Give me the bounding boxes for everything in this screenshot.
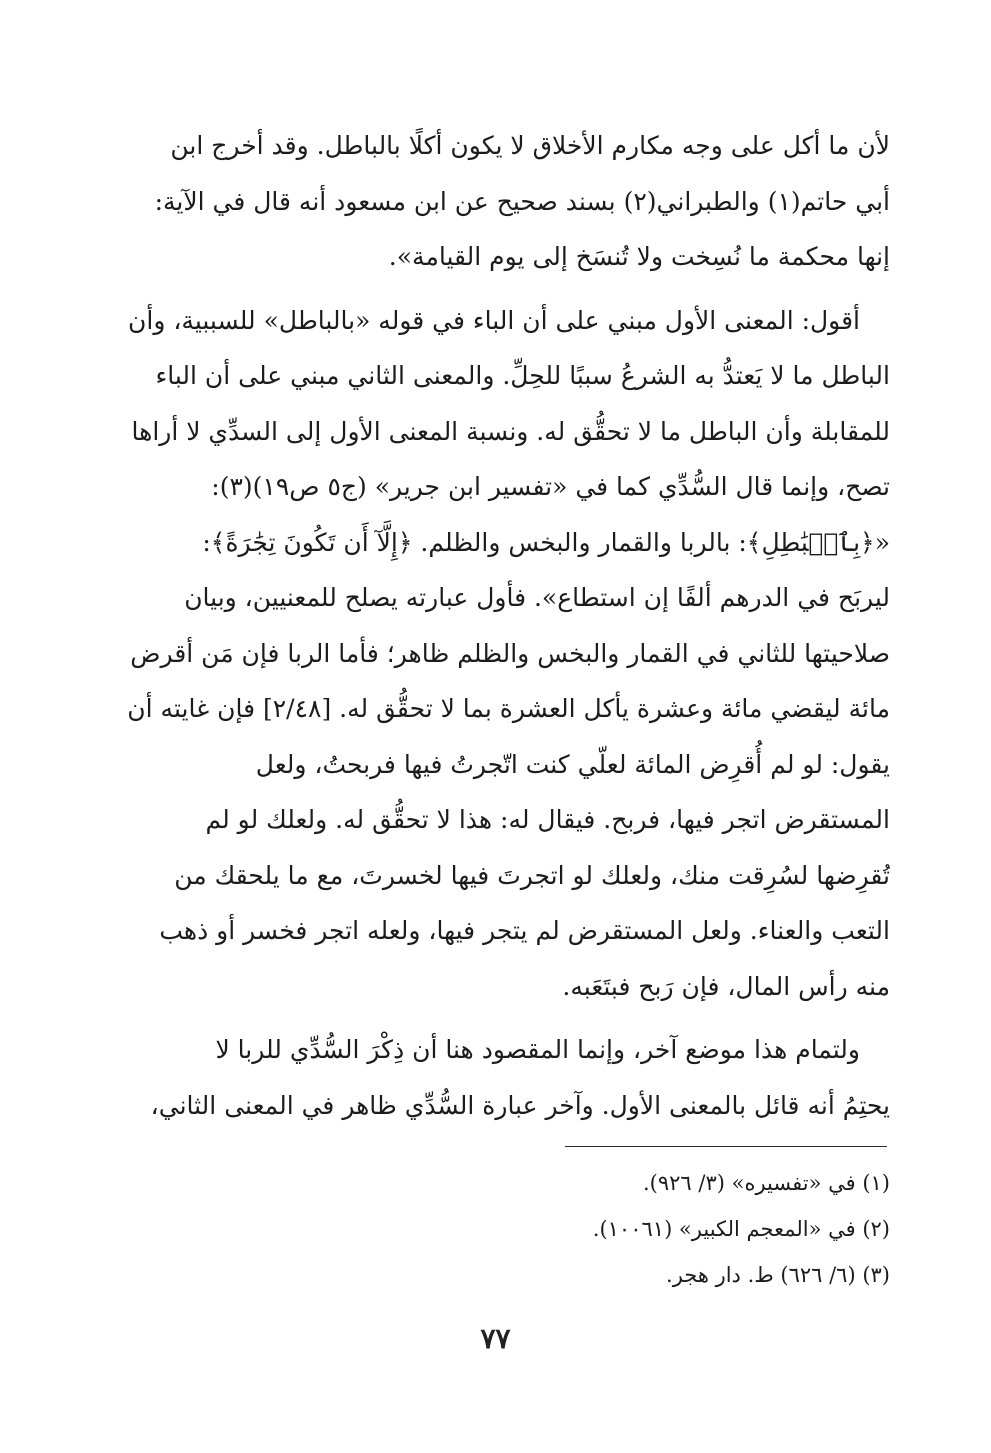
text-line: الباطل ما لا يَعتدُّ به الشرعُ سببًا للحِلِّ. والمعنى الثاني مبني على أن الباء [155, 361, 890, 390]
text-line: إنها محكمة ما نُسِخت ولا تُنسَخ إلى يوم القيامة». [388, 242, 890, 271]
text-line: التعب والعناء. ولعل المستقرض لم يتجر فيها، ولعله اتجر فخسر أو ذهب [159, 916, 890, 945]
main-text [105, 118, 890, 1133]
paragraph-1 [105, 118, 890, 285]
text-line: يقول: لو لم أُقرِض المائة لعلّي كنت اتّجرتُ فيها فربحتُ، ولعل [255, 749, 890, 779]
footnote-3: (٣) (٦/ ٦٢٦) ط. دار هجر. [666, 1263, 890, 1287]
text-line: يحتِمُ أنه قائل بالمعنى الأول. وآخر عبارة السُّدِّي ظاهر في المعنى الثاني، [150, 1090, 890, 1120]
footnote-1: (١) في «تفسيره» (٣/ ٩٢٦). [642, 1171, 890, 1195]
text-line: المستقرض اتجر فيها، فربح. فيقال له: هذا لا تحقُّق له. ولعلك لو لم [205, 805, 890, 834]
footnote-2: (٢) في «المعجم الكبير» (١٠٠٦١). [592, 1217, 890, 1241]
page-number: ٧٧ [480, 1322, 511, 1355]
text-line: «﴿بِٱلۡبَٰطِلِ﴾: بالربا والقمار والبخس والظلم. ﴿إِلَّآ أَن تَكُونَ تِجَٰرَةً﴾: [202, 527, 890, 557]
text-line: للمقابلة وأن الباطل ما لا تحقُّق له. ونسبة المعنى الأول إلى السدِّي لا أراها [131, 416, 890, 446]
footnotes [400, 1160, 890, 1298]
paragraph-2 [105, 293, 890, 1015]
text-line: أقول: المعنى الأول مبني على أن الباء في قوله «بالباطل» للسببية، وأن [128, 305, 860, 335]
text-line: لأن ما أكل على وجه مكارم الأخلاق لا يكون أكلًا بالباطل. وقد أخرج ابن [170, 131, 890, 160]
text-line: صلاحيتها للثاني في القمار والبخس والظلم ظاهر؛ فأما الربا فإن مَن أقرض [130, 638, 890, 668]
paragraph-3 [105, 1022, 890, 1133]
text-line: أبي حاتم(١) والطبراني(٢) بسند صحيح عن ابن مسعود أنه قال في الآية: [154, 186, 890, 216]
footnote-separator [565, 1146, 887, 1147]
text-line: مائة ليقضي مائة وعشرة يأكل العشرة بما لا تحقُّق له. [٢/٤٨] فإن غايته أن [127, 694, 890, 723]
text-line: منه رأس المال، فإن رَبح فبتَعَبه. [562, 971, 890, 1001]
text-line: تُقرِضها لسُرِقت منك، ولعلك لو اتجرتَ فيها لخسرتَ، مع ما يلحقك من [174, 860, 890, 890]
text-line: ولتمام هذا موضع آخر، وإنما المقصود هنا أن ذِكْرَ السُّدِّي للربا لا [215, 1035, 860, 1064]
text-line: ليربَح في الدرهم ألفًا إن استطاع». فأول عبارته يصلح للمعنيين، وبيان [184, 583, 890, 612]
text-line: تصح، وإنما قال السُّدِّي كما في «تفسير ابن جرير» (ج٥ ص١٩)(٣): [211, 472, 890, 501]
